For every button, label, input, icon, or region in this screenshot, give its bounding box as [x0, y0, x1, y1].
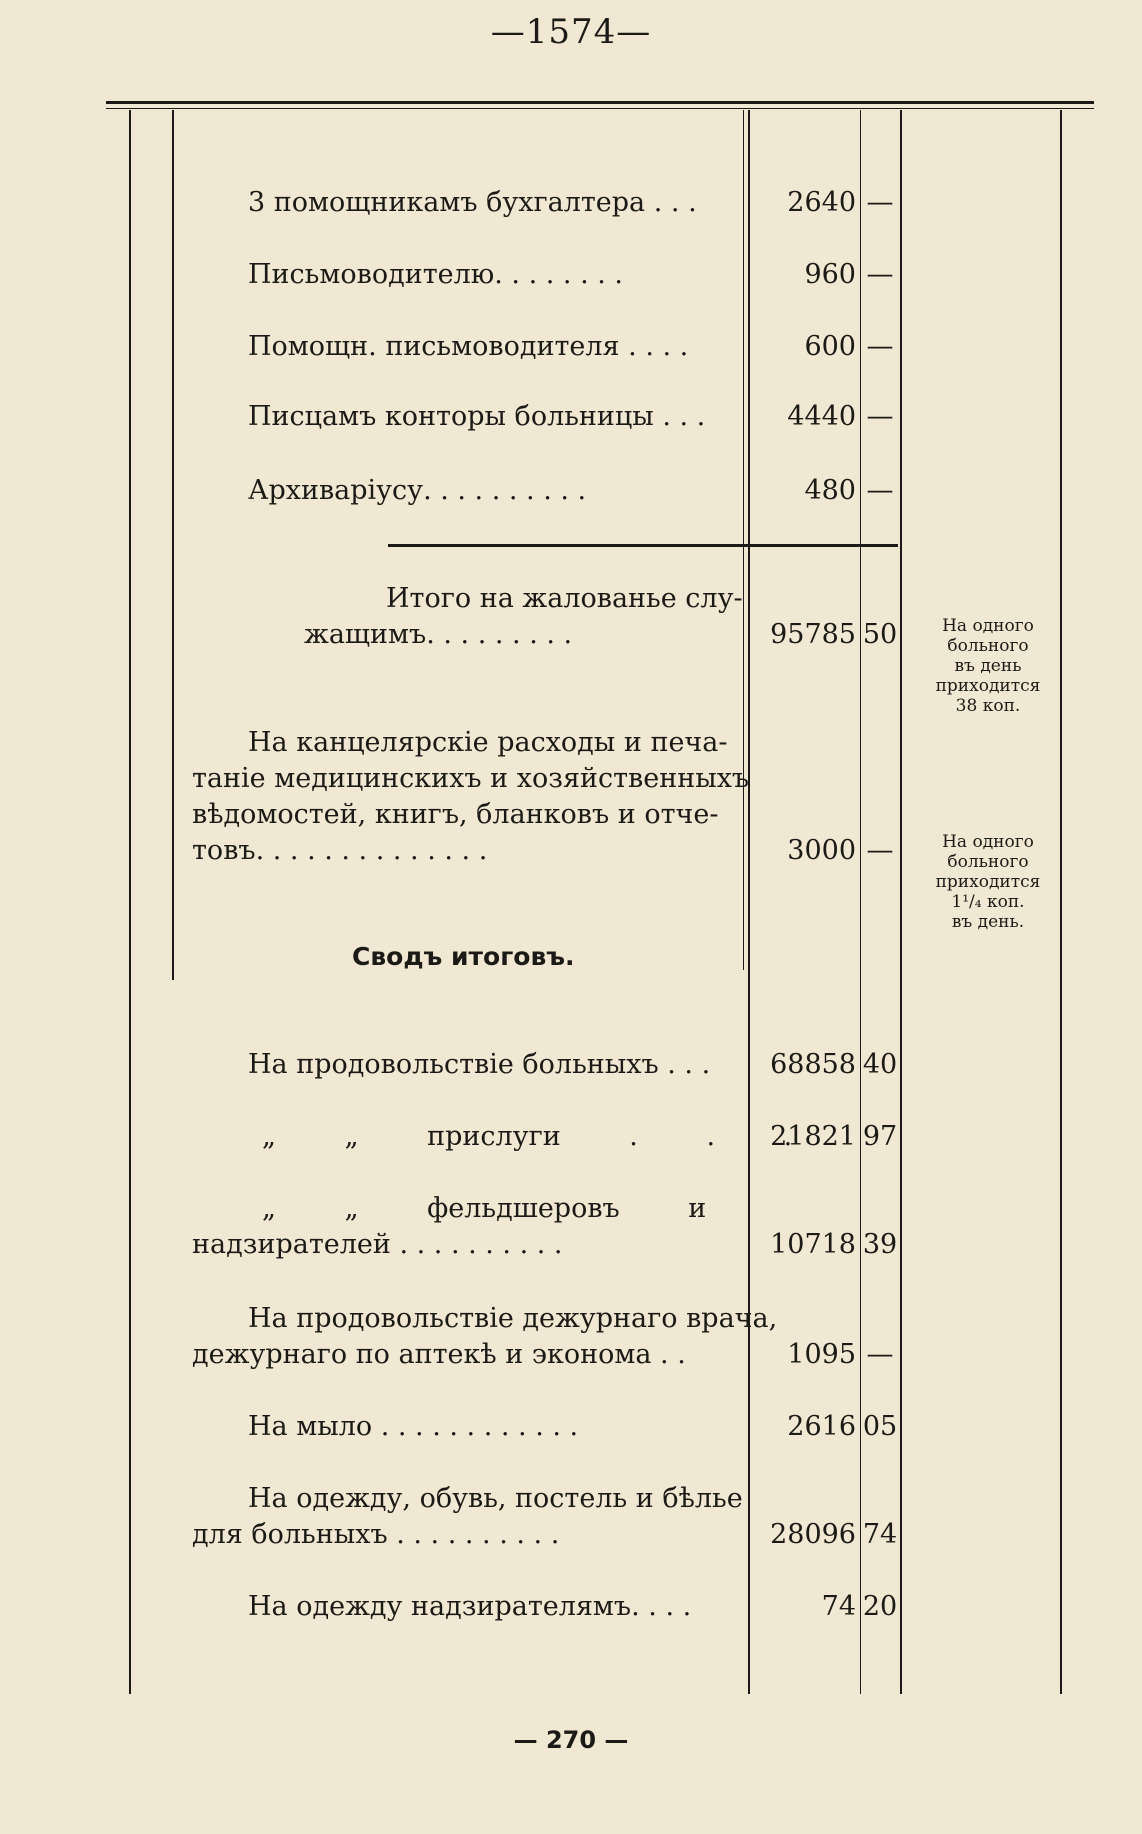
salary-row-kop: —	[866, 475, 894, 506]
total-salary-kop: 50	[862, 619, 898, 650]
summary-row-kop: 20	[862, 1591, 898, 1622]
salary-row-amount: 4440	[787, 401, 856, 432]
salary-row-amount: 960	[804, 259, 856, 290]
summary-row-label: для больныхъ . . . . . . . . . .	[192, 1519, 560, 1550]
summary-row-label: дежурнаго по аптекѣ и эконома . .	[192, 1339, 686, 1370]
summary-row-kop: 97	[862, 1121, 898, 1152]
office-expenses-line3: вѣдомостей, книгъ, бланковъ и отче-	[192, 799, 719, 830]
salary-row-kop: —	[866, 187, 894, 218]
office-expenses-line2: таніе медицинскихъ и хозяйственныхъ	[192, 763, 750, 794]
salary-row-label: Помощн. письмоводителя . . . .	[248, 331, 689, 362]
summary-row-amount: 68858	[770, 1049, 856, 1080]
top-rule-thin	[106, 108, 1094, 109]
note-line: На одного	[942, 616, 1034, 636]
summary-row-label: На одежду надзирателямъ. . . .	[248, 1591, 692, 1622]
kop-column-rule	[860, 110, 861, 1694]
summary-row-amount: 10718	[770, 1229, 856, 1260]
summary-row-label: На одежду, обувь, постель и бѣлье	[248, 1483, 743, 1514]
summary-row-label: На продовольствіе дежурнаго врача,	[248, 1303, 778, 1334]
summary-row-kop: 74	[862, 1519, 898, 1550]
summary-row-amount: 1095	[787, 1339, 856, 1370]
office-expenses-kop: —	[866, 835, 894, 866]
subtotal-rule	[388, 544, 898, 547]
amount-column-left-rule	[743, 110, 744, 970]
total-salary-amount: 95785	[770, 619, 856, 650]
salary-row-amount: 480	[804, 475, 856, 506]
note-line: приходится	[935, 676, 1041, 696]
summary-row-label: На мыло . . . . . . . . . . . .	[248, 1411, 579, 1442]
right-border-rule	[1060, 110, 1062, 1694]
summary-row-kop: 39	[862, 1229, 898, 1260]
summary-row-amount: 74	[821, 1591, 856, 1622]
office-expenses-line4: товъ. . . . . . . . . . . . . .	[192, 835, 488, 866]
summary-row-amount: 2616	[787, 1411, 856, 1442]
note-line: 1¹/₄ коп.	[951, 892, 1025, 912]
salary-row-amount: 2640	[787, 187, 856, 218]
salary-row-kop: —	[866, 259, 894, 290]
salary-row-label: Архиваріусу. . . . . . . . . .	[248, 475, 587, 506]
summary-row-kop: 05	[862, 1411, 898, 1442]
summary-row-amount: 21821	[770, 1121, 856, 1152]
note-line: На одного	[942, 832, 1034, 852]
note-line: въ день.	[951, 912, 1025, 932]
page-number-top: —1574—	[490, 12, 652, 52]
salary-row-amount: 600	[804, 331, 856, 362]
salary-row-label: 3 помощникамъ бухгалтера . . .	[248, 187, 697, 218]
office-expenses-note	[918, 832, 1058, 932]
summary-row-label: „ „ фельдшеровъ и	[262, 1193, 707, 1224]
summary-heading: Сводъ итоговъ.	[352, 942, 575, 971]
office-expenses-amount: 3000	[787, 835, 856, 866]
note-line: 38 коп.	[955, 696, 1021, 716]
total-salary-note	[918, 616, 1058, 716]
total-salary-label-line2: жащимъ. . . . . . . . .	[304, 619, 573, 650]
note-line: въ день	[954, 656, 1022, 676]
note-line: больного	[947, 636, 1029, 656]
summary-row-label: „ „ прислуги . . .	[262, 1121, 793, 1152]
total-salary-label-line1: Итого на жалованье слу-	[386, 583, 743, 614]
summary-row-label: На продовольствіе больныхъ . . .	[248, 1049, 711, 1080]
summary-row-kop: —	[866, 1339, 894, 1370]
left-border-rule	[129, 110, 131, 1694]
summary-row-label: надзирателей . . . . . . . . . .	[192, 1229, 563, 1260]
office-expenses-line1: На канцелярскіе расходы и печа-	[248, 727, 728, 758]
summary-row-kop: 40	[862, 1049, 898, 1080]
top-rule	[106, 101, 1094, 104]
summary-row-amount: 28096	[770, 1519, 856, 1550]
salary-row-label: Письмоводителю. . . . . . . .	[248, 259, 624, 290]
salary-row-kop: —	[866, 401, 894, 432]
note-line: больного	[947, 852, 1029, 872]
salary-row-kop: —	[866, 331, 894, 362]
salary-row-label: Писцамъ конторы больницы . . .	[248, 401, 706, 432]
note-line: приходится	[935, 872, 1041, 892]
notes-column-rule	[900, 110, 902, 1694]
page-number-bottom: — 270 —	[513, 1726, 629, 1754]
left-inner-rule	[172, 110, 174, 980]
